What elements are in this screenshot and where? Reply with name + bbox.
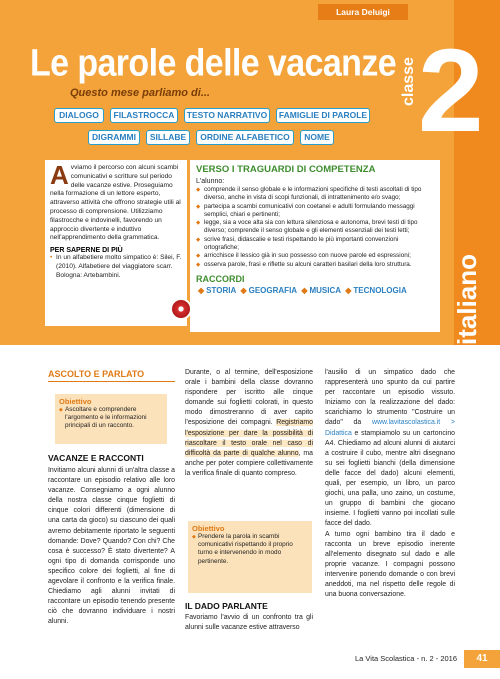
tag-testo-narrativo: TESTO NARRATIVO	[184, 108, 270, 123]
col2-text-a: Durante, o al termine, dell'esposizione orale i bambini della classe dovranno rispondere per iscritto alle cinque domande sui foglietti colorati, in questo modo dimostreranno di aver capito l'esposizione dei compagni.	[185, 369, 313, 427]
obiettivo-heading: Obiettivo	[59, 397, 92, 406]
author-tag: Laura Deluigi	[318, 4, 408, 20]
tag-digrammi: DIGRAMMI	[88, 130, 140, 145]
col3-text-b: e stampiamolo su un cartoncino A4. Chiediamo ad alcuni alunni di aiutarci a costruire il cubo, mentre altri disegnano su sei foglietti bianchi (della dimensione delle facce del dado) alcuni elementi, quali, per esempio, un libro, un parco giochi, una palla, uno zaino, un costume, un gruppo di bambini che giocano insieme. I foglietti vanno poi incollati sulle facce del dado.	[325, 429, 455, 528]
class-number: 2	[418, 25, 484, 157]
list-item: ◆ arricchisce il lessico già in suo possesso con nuove parole ed espressioni;	[196, 252, 434, 260]
tag-filastrocca: FILASTROCCA	[110, 108, 178, 123]
dropcap: A	[50, 160, 69, 190]
obiettivo-box	[55, 394, 167, 444]
raccordo-item: TECNOLOGIA	[353, 285, 407, 295]
dado-text-block	[185, 613, 313, 633]
page-subtitle: Questo mese parliamo di...	[70, 87, 210, 99]
dado-heading: IL DADO PARLANTE	[185, 601, 268, 611]
diamond-icon: ◆	[301, 285, 308, 295]
col2-paragraph	[185, 368, 313, 479]
tag-sillabe: SILLABE	[146, 130, 190, 145]
obiettivo-box-2	[188, 521, 312, 593]
col2-highlight: Registriamo l'esposizione per dare la possibilità di riascoltare il testo orale nel caso di difficoltà da parte di qualche alunno	[185, 419, 313, 457]
diamond-icon: ◆	[345, 285, 352, 295]
tag-famiglie-di-parole: FAMIGLIE DI PAROLE	[276, 108, 370, 123]
competenze-box	[190, 160, 440, 332]
raccordi-heading: RACCORDI	[196, 273, 245, 284]
vacanze-text: Invitiamo alcuni alunni di un'altra classe a raccontare un episodio relativo alle loro vacanze. Consegniamo a ogni alunno della nostra classe cinque foglietti di cinque colori differenti (dimensione di una carta da gioco) su ciascuno dei quali avremo debitamente riportato le seguenti domande: Dove? Quando? Con chi? Che cosa è successo? È stato divertente? A ogni tipo di domanda corrisponde uno specifico colore dei foglietti, al fine di agevolare il confronto e la verifica finale. Chiediamo agli alunni invitati di raccontare un episodio tenendo presente ciò che dovranno individuare i nostri alunni.	[48, 467, 175, 626]
list-item: ◆ comprende il senso globale e le informazioni specifiche di testi ascoltati di tipo diverso, anche in vista di scopi funzionali, di intrattenimento e/o svago;	[196, 186, 434, 203]
diamond-icon: ◆	[240, 285, 247, 295]
per-saperne-text: • In un alfabetiere molto simpatico è: Silei, F. (2010). Alfabetiere del viaggiatore scarr. Bologna: Artebambini.	[50, 254, 182, 280]
competenze-list	[196, 186, 434, 269]
intro-text: vviamo il percorso con alcuni scambi comunicativi e scritture sul periodo delle vacanze estive. Proseguiamo nella formazione di un lettore esperto, attraverso attività che offrono strategie utili al processo di comprensione. Utilizziamo filastrocche e indovinelli, favorendo un approccio divertente e induttivo nell'apprendimento della grammatica.	[50, 164, 181, 242]
raccordi-list	[196, 286, 434, 295]
list-item: ◆ legge, sia a voce alta sia con lettura silenziosa e autonoma, brevi testi di tipo diverso; comprende il senso globale e gli elementi essenziali dei testi letti;	[196, 219, 434, 236]
col3-paragraph	[325, 368, 455, 530]
raccordo-item: STORIA	[206, 285, 237, 295]
didattica-link[interactable]: www.lavitascolastica.it > Didattica	[325, 419, 455, 437]
vacanze-text-block	[48, 466, 175, 628]
list-item: ◆ scrive frasi, didascalie e testi rispettando le più importanti convenzioni ortografiche;	[196, 236, 434, 253]
vacanze-heading: VACANZE E RACCONTI	[48, 453, 144, 463]
page-number: 41	[464, 650, 500, 668]
obiettivo-heading-2: Obiettivo	[192, 524, 225, 533]
list-item: ◆ partecipa a scambi comunicativi con coetanei e adulti formulando messaggi semplici, chiari e pertinenti;	[196, 203, 434, 220]
col2-text-b: , ma anche per poter compiere collettivamente la verifica finale di quanto compreso.	[185, 449, 313, 477]
intro-box	[45, 160, 187, 326]
tag-nome: NOME	[300, 130, 334, 145]
col2-text-block	[185, 368, 313, 479]
col3-text-a: l'ausilio di un simpatico dado che rappresenterà uno spunto da cui partire per raccontare un episodio vissuto. Iniziamo con la realizzazione del dado: scarichiamo lo strumento "Costruire un dado" da	[325, 369, 455, 427]
list-item: ◆ osserva parole, frasi e riflette su alcuni caratteri basilari della loro struttura.	[196, 261, 434, 269]
page-title: Le parole delle vacanze	[30, 42, 397, 85]
obiettivo-text-2: ◆ Prendere la parola in scambi comunicativi rispettando il proprio turno e intervenendo in modo pertinente.	[192, 533, 308, 566]
col3-text-block	[325, 368, 455, 600]
verso-heading: VERSO I TRAGUARDI DI COMPETENZA	[196, 164, 376, 175]
dado-text: Favoriamo l'avvio di un confronto tra gli alunni sulle vacanze estive attraverso	[185, 614, 313, 632]
subject-label: italiano	[452, 253, 482, 345]
magazine-footer: La Vita Scolastica - n. 2 - 2016	[355, 654, 458, 663]
raccordo-item: GEOGRAFIA	[248, 285, 298, 295]
tag-ordine-alfabetico: ORDINE ALFABETICO	[196, 130, 294, 145]
diamond-icon: ◆	[198, 285, 205, 295]
disc-icon	[170, 298, 192, 320]
ascolto-heading: ASCOLTO E PARLATO	[48, 369, 175, 382]
obiettivo-text: ◆ Ascoltare e comprendere l'argomento e le informazioni principali di un racconto.	[59, 406, 163, 431]
alunno-label: L'alunno:	[196, 178, 225, 185]
tag-dialogo: DIALOGO	[54, 108, 104, 123]
per-saperne-heading: PER SAPERNE DI PIÙ	[50, 247, 123, 255]
raccordo-item: MUSICA	[309, 285, 342, 295]
classe-label: classe	[400, 57, 417, 106]
col3-paragraph-2: A turno ogni bambino tira il dado e racconta un breve episodio inerente all'elemento disegnato sul dado e alle proprie vacanze. I compagni possono intervenire ponendo domande o con brevi aneddoti, ma nel rispetto delle regole di una buona conversazione.	[325, 530, 455, 599]
